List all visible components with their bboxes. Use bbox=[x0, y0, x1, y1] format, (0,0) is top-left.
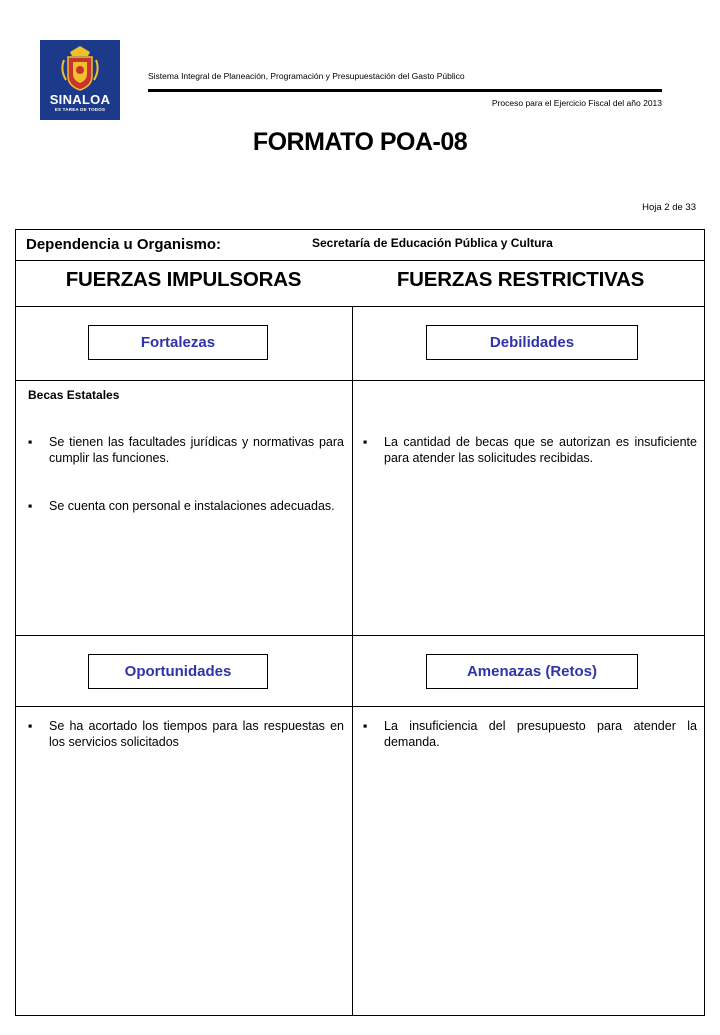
system-title: Sistema Integral de Planeación, Programación y Presupuestación del Gasto Público bbox=[148, 71, 465, 81]
fuerzas-impulsoras-heading: FUERZAS IMPULSORAS bbox=[65, 268, 302, 291]
list-item bbox=[363, 718, 697, 750]
debilidad-text: La cantidad de becas que se autorizan es insuficiente para atender las solicitudes recibidas. bbox=[384, 435, 697, 465]
oportunidad-text: Se ha acortado los tiempos para las respuestas en los servicios solicitados bbox=[49, 719, 344, 749]
column-divider bbox=[352, 306, 353, 1016]
page-title: FORMATO POA-08 bbox=[252, 128, 468, 156]
sinaloa-logo bbox=[40, 40, 120, 120]
divider-oportunidades bbox=[15, 635, 705, 636]
dependencia-label: Dependencia u Organismo: bbox=[26, 236, 222, 253]
list-item bbox=[363, 434, 697, 466]
bullet-icon: ▪ bbox=[363, 435, 368, 449]
divider-sections bbox=[15, 306, 705, 307]
divider-amenazas bbox=[15, 706, 705, 707]
bullet-icon: ▪ bbox=[363, 719, 368, 733]
fortaleza-text: Se cuenta con personal e instalaciones adecuadas. bbox=[49, 499, 335, 513]
dependencia-value: Secretaría de Educación Pública y Cultura bbox=[312, 236, 553, 250]
divider-dependencia bbox=[15, 260, 705, 261]
divider-fortalezas bbox=[15, 380, 705, 381]
fuerzas-restrictivas-heading: FUERZAS RESTRICTIVAS bbox=[396, 268, 645, 291]
process-label: Proceso para el Ejercicio Fiscal del año 2013 bbox=[491, 98, 662, 108]
bullet-icon: ▪ bbox=[28, 719, 33, 733]
list-item bbox=[28, 718, 344, 750]
debilidades-box: Debilidades bbox=[426, 325, 638, 360]
fortalezas-box: Fortalezas bbox=[88, 325, 268, 360]
logo-tagline: ES TAREA DE TODOS bbox=[54, 107, 106, 112]
fortalezas-heading: Becas Estatales bbox=[28, 388, 120, 402]
list-item bbox=[28, 498, 344, 514]
logo-name: SINALOA bbox=[49, 92, 111, 107]
bullet-icon: ▪ bbox=[28, 435, 33, 449]
fortaleza-text: Se tienen las facultades jurídicas y normativas para cumplir las funciones. bbox=[49, 435, 344, 465]
amenaza-text: La insuficiencia del presupuesto para atender la demanda. bbox=[384, 719, 697, 749]
amenazas-box: Amenazas (Retos) bbox=[426, 654, 638, 689]
list-item bbox=[28, 434, 344, 466]
bullet-icon: ▪ bbox=[28, 499, 33, 513]
header-rule bbox=[148, 89, 662, 92]
page-number: Hoja 2 de 33 bbox=[642, 202, 696, 213]
oportunidades-box: Oportunidades bbox=[88, 654, 268, 689]
